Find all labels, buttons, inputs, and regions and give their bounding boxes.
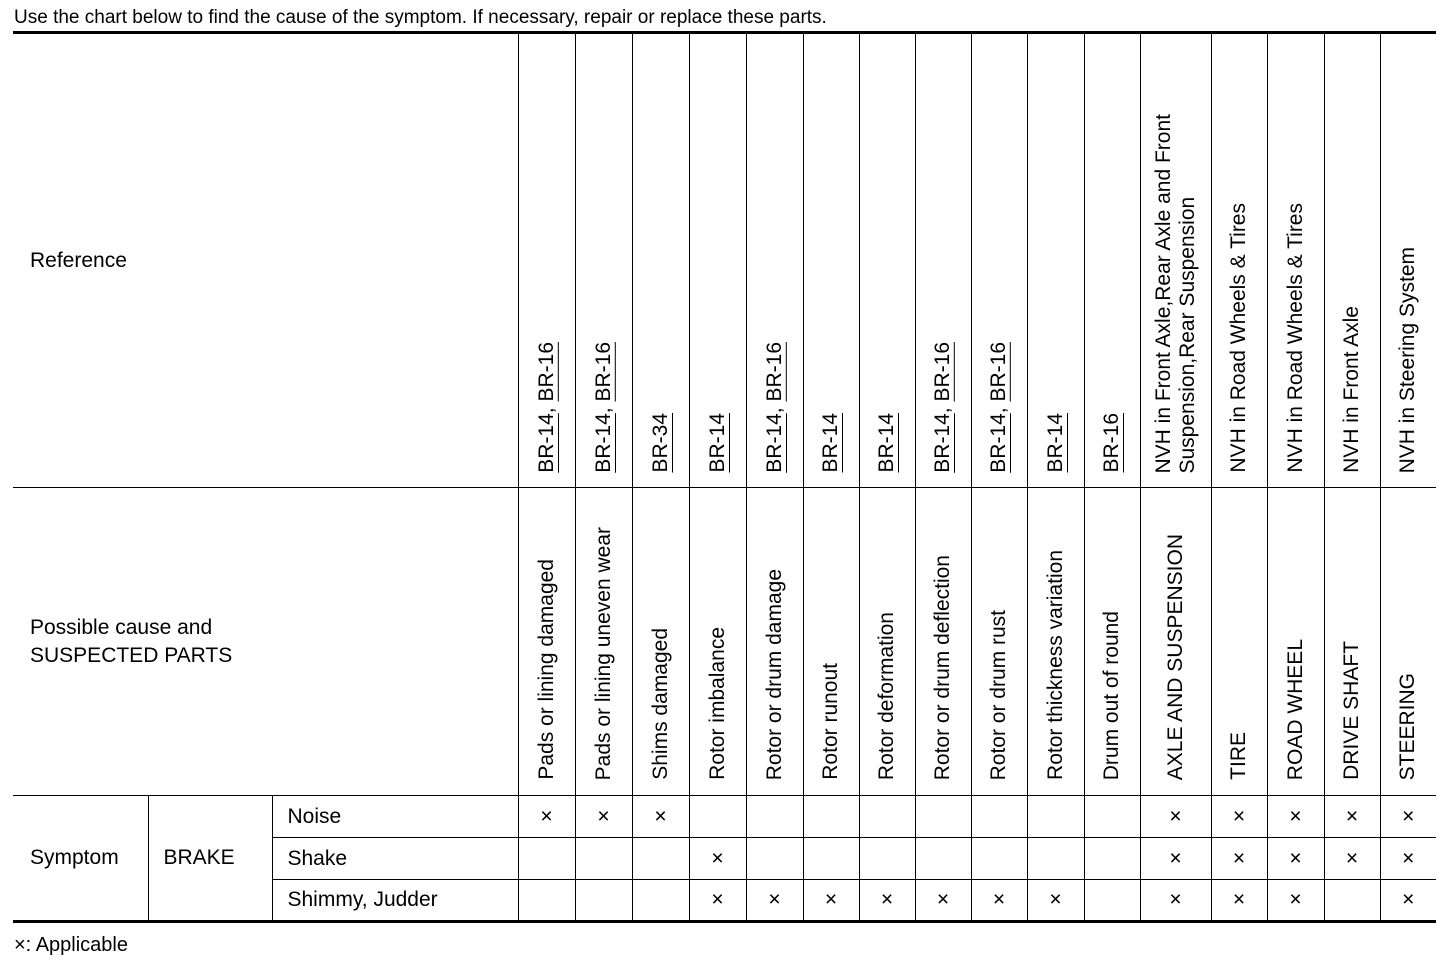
reference-cell bbox=[1380, 33, 1436, 488]
cause-cell bbox=[632, 488, 689, 796]
symptom-label: Symptom bbox=[13, 796, 148, 922]
cause-cell bbox=[1140, 488, 1211, 796]
cause-cell bbox=[1027, 488, 1084, 796]
reference-link[interactable]: BR-14 bbox=[819, 413, 843, 473]
reference-text: BR-14, BR-16 bbox=[762, 342, 786, 473]
applicability-mark bbox=[518, 838, 575, 880]
applicability-mark bbox=[859, 838, 915, 880]
cause-text: Rotor deformation bbox=[875, 611, 899, 780]
applicability-mark bbox=[1027, 838, 1084, 880]
reference-text bbox=[649, 413, 673, 473]
reference-line: NVH in Road Wheels & Tires bbox=[1283, 203, 1307, 473]
applicability-mark: × bbox=[1380, 838, 1436, 880]
applicability-mark: × bbox=[1140, 880, 1211, 922]
applicability-mark bbox=[575, 838, 632, 880]
reference-text bbox=[819, 413, 843, 473]
reference-link[interactable]: BR-16 bbox=[591, 342, 615, 402]
applicability-mark: × bbox=[915, 880, 971, 922]
cause-text: Pads or lining uneven wear bbox=[591, 526, 615, 780]
reference-link[interactable]: BR-16 bbox=[931, 342, 955, 402]
cause-text: Drum out of round bbox=[1100, 610, 1124, 780]
applicability-mark: × bbox=[803, 880, 859, 922]
applicability-mark bbox=[575, 880, 632, 922]
applicability-mark bbox=[632, 838, 689, 880]
symptom-name: Shake bbox=[272, 838, 518, 880]
reference-link[interactable]: BR-14 bbox=[1043, 413, 1067, 473]
applicability-mark: × bbox=[971, 880, 1027, 922]
cause-label bbox=[13, 488, 518, 796]
applicability-mark: × bbox=[689, 838, 746, 880]
legend-text: ×: Applicable bbox=[14, 934, 128, 956]
cause-text: Pads or lining damaged bbox=[534, 559, 558, 780]
applicability-mark bbox=[859, 796, 915, 838]
reference-cell[interactable] bbox=[632, 33, 689, 488]
cause-row bbox=[13, 488, 1436, 796]
symptom-row bbox=[13, 796, 1436, 838]
applicability-mark: × bbox=[1380, 796, 1436, 838]
cause-text: Rotor imbalance bbox=[705, 627, 729, 780]
reference-text: BR-14, BR-16 bbox=[591, 342, 615, 473]
cause-cell bbox=[575, 488, 632, 796]
cause-cell bbox=[1267, 488, 1324, 796]
applicability-mark: × bbox=[689, 880, 746, 922]
applicability-mark: × bbox=[1267, 838, 1324, 880]
applicability-mark: × bbox=[518, 796, 575, 838]
reference-text bbox=[706, 413, 730, 473]
reference-line: NVH in Front Axle,Rear Axle and Front bbox=[1151, 113, 1175, 473]
cause-cell bbox=[689, 488, 746, 796]
symptom-name: Noise bbox=[272, 796, 518, 838]
reference-cell[interactable] bbox=[746, 33, 803, 488]
applicability-mark bbox=[803, 838, 859, 880]
reference-text bbox=[1284, 203, 1308, 473]
applicability-mark: × bbox=[632, 796, 689, 838]
applicability-mark: × bbox=[1380, 880, 1436, 922]
reference-text: BR-14, BR-16 bbox=[534, 342, 558, 473]
applicability-mark bbox=[746, 838, 803, 880]
applicability-mark bbox=[518, 880, 575, 922]
cause-text: Shims damaged bbox=[648, 628, 672, 780]
applicability-mark bbox=[915, 838, 971, 880]
cause-text: STEERING bbox=[1396, 672, 1420, 780]
reference-label: Reference bbox=[13, 33, 518, 488]
applicability-mark: × bbox=[1324, 796, 1380, 838]
applicability-mark bbox=[689, 796, 746, 838]
reference-cell[interactable] bbox=[1027, 33, 1084, 488]
cause-cell bbox=[518, 488, 575, 796]
reference-cell[interactable] bbox=[915, 33, 971, 488]
applicability-mark: × bbox=[575, 796, 632, 838]
reference-link[interactable]: BR-16 bbox=[1100, 413, 1124, 473]
reference-cell[interactable] bbox=[803, 33, 859, 488]
reference-link[interactable]: BR-14 bbox=[591, 413, 615, 473]
reference-text bbox=[1044, 413, 1068, 473]
applicability-mark: × bbox=[1211, 796, 1267, 838]
applicability-mark: × bbox=[746, 880, 803, 922]
cause-cell bbox=[1380, 488, 1436, 796]
reference-text bbox=[1340, 306, 1364, 473]
applicability-mark: × bbox=[1211, 880, 1267, 922]
reference-row bbox=[13, 33, 1436, 488]
nvh-troubleshooting-chart bbox=[13, 31, 1436, 923]
reference-cell bbox=[1211, 33, 1267, 488]
reference-text bbox=[875, 413, 899, 473]
cause-cell bbox=[1211, 488, 1267, 796]
applicability-mark: × bbox=[1267, 796, 1324, 838]
applicability-mark bbox=[1084, 880, 1140, 922]
reference-link[interactable]: BR-16 bbox=[534, 342, 558, 402]
cause-text: DRIVE SHAFT bbox=[1340, 641, 1364, 780]
cause-label-line2: SUSPECTED PARTS bbox=[30, 643, 233, 667]
cause-text: Rotor or drum deflection bbox=[931, 554, 955, 780]
cause-text: Rotor or drum damage bbox=[762, 568, 786, 780]
reference-link[interactable]: BR-14 bbox=[762, 413, 786, 473]
applicability-mark: × bbox=[1027, 880, 1084, 922]
reference-line: NVH in Road Wheels & Tires bbox=[1227, 203, 1251, 473]
applicability-mark bbox=[971, 838, 1027, 880]
reference-text bbox=[1100, 413, 1124, 473]
intro-text: Use the chart below to find the cause of the symptom. If necessary, repair or replace these parts. bbox=[14, 7, 827, 28]
cause-cell bbox=[915, 488, 971, 796]
applicability-mark: × bbox=[1324, 838, 1380, 880]
reference-cell[interactable] bbox=[689, 33, 746, 488]
reference-link[interactable]: BR-16 bbox=[987, 342, 1011, 402]
applicability-mark: × bbox=[1211, 838, 1267, 880]
reference-cell[interactable] bbox=[971, 33, 1027, 488]
cause-text: ROAD WHEEL bbox=[1283, 638, 1307, 780]
reference-link[interactable]: BR-34 bbox=[648, 413, 672, 473]
reference-cell bbox=[1324, 33, 1380, 488]
reference-cell bbox=[1140, 33, 1211, 488]
reference-link[interactable]: BR-16 bbox=[762, 342, 786, 402]
category-label: BRAKE bbox=[148, 796, 272, 922]
applicability-mark bbox=[1084, 838, 1140, 880]
reference-text: BR-14, BR-16 bbox=[987, 342, 1011, 473]
reference-cell[interactable] bbox=[575, 33, 632, 488]
applicability-mark bbox=[803, 796, 859, 838]
applicability-mark bbox=[971, 796, 1027, 838]
applicability-mark bbox=[632, 880, 689, 922]
cause-text: TIRE bbox=[1227, 732, 1251, 780]
reference-cell[interactable] bbox=[859, 33, 915, 488]
reference-link[interactable]: BR-14 bbox=[705, 413, 729, 473]
applicability-mark bbox=[915, 796, 971, 838]
cause-cell bbox=[1324, 488, 1380, 796]
cause-text: AXLE AND SUSPENSION bbox=[1163, 533, 1187, 780]
applicability-mark bbox=[1084, 796, 1140, 838]
cause-cell bbox=[1084, 488, 1140, 796]
reference-link[interactable]: BR-14 bbox=[931, 413, 955, 473]
applicability-mark bbox=[1324, 880, 1380, 922]
applicability-mark: × bbox=[1267, 880, 1324, 922]
symptom-name: Shimmy, Judder bbox=[272, 880, 518, 922]
applicability-mark: × bbox=[1140, 796, 1211, 838]
cause-label-line1: Possible cause and bbox=[30, 615, 213, 639]
cause-text: Rotor thickness variation bbox=[1043, 550, 1067, 780]
cause-cell bbox=[803, 488, 859, 796]
reference-text bbox=[1152, 114, 1200, 474]
reference-line: NVH in Steering System bbox=[1396, 246, 1420, 473]
reference-line: NVH in Front Axle bbox=[1340, 306, 1364, 473]
reference-link[interactable]: BR-14 bbox=[987, 413, 1011, 473]
reference-link[interactable]: BR-14 bbox=[875, 413, 899, 473]
reference-cell[interactable] bbox=[518, 33, 575, 488]
reference-text: BR-14, BR-16 bbox=[931, 342, 955, 473]
reference-text bbox=[1227, 203, 1251, 473]
cause-cell bbox=[859, 488, 915, 796]
reference-link[interactable]: BR-14 bbox=[534, 413, 558, 473]
cause-text: Rotor or drum rust bbox=[987, 609, 1011, 780]
applicability-mark: × bbox=[859, 880, 915, 922]
reference-line: Suspension,Rear Suspension bbox=[1175, 196, 1199, 473]
applicability-mark: × bbox=[1140, 838, 1211, 880]
reference-text bbox=[1396, 247, 1420, 473]
cause-text: Rotor runout bbox=[819, 663, 843, 780]
cause-cell bbox=[971, 488, 1027, 796]
applicability-mark bbox=[1027, 796, 1084, 838]
applicability-mark bbox=[746, 796, 803, 838]
reference-cell bbox=[1267, 33, 1324, 488]
reference-cell[interactable] bbox=[1084, 33, 1140, 488]
cause-cell bbox=[746, 488, 803, 796]
